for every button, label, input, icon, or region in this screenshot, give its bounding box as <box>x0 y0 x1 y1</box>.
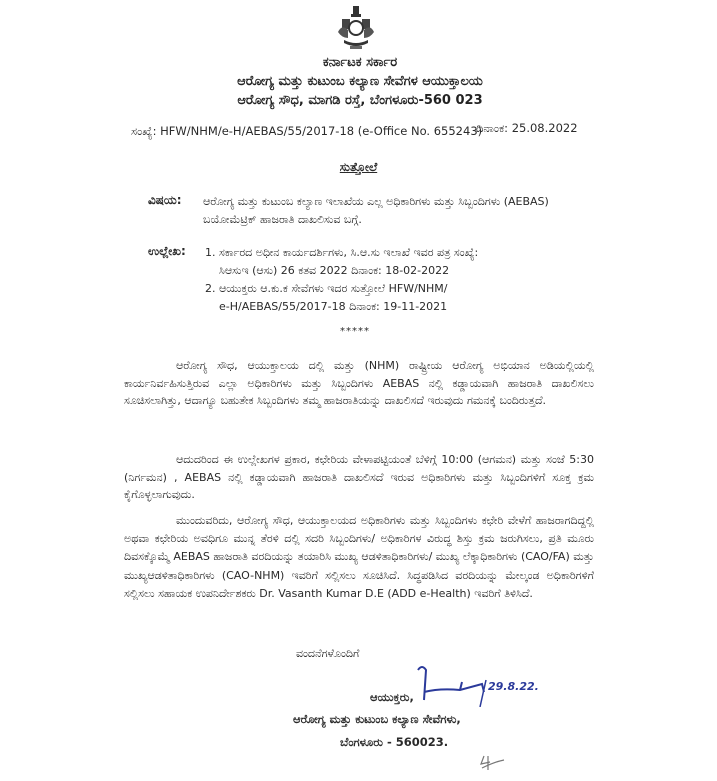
reference-number-value: HFW/NHM/e-H/AEBAS/55/2017-18 (e-Office No. 655243) <box>160 124 483 138</box>
reference-number <box>131 124 482 139</box>
signature-date: 29.8.22. <box>488 680 539 693</box>
document-type-heading: ಸುತ್ತೋಲೆ <box>339 160 378 174</box>
handwritten-initial <box>478 752 506 772</box>
government-heading: ಕರ್ನಾಟಕ ಸರ್ಕಾರ <box>322 55 398 70</box>
reference-item-2-line2: e-H/AEBAS/55/2017-18 ದಿನಾಂಕ: 19-11-2021 <box>219 300 448 313</box>
signatory-title: ಆಯುಕ್ತರು, <box>370 690 414 704</box>
references-list <box>205 244 605 316</box>
separator: ***** <box>340 326 370 337</box>
date-label: ದಿನಾಂಕ: <box>476 121 509 135</box>
reference-item-1-line2: ಸಿಆಸುಇ (ಆಸು) 26 ಕತವ 2022 ದಿನಾಂಕ: 18-02-2022 <box>219 264 450 277</box>
body-paragraph-3: ಮುಂದುವರಿದು, ಆರೋಗ್ಯ ಸೌಧ, ಆಯುಕ್ತಾಲಯದ ಅಧಿಕಾರಿಗಳು ಮತ್ತು ಸಿಬ್ಬಂದಿಗಳು ಕಛೇರಿ ವೇಳೆಗೆ ಹಾಜರಾಗದಿದ್ದಲ್ಲಿ ಅಥವಾ ಕಛೇರಿಯ ಅವಧಿಗೂ ಮುನ್ನ ತೆರಳಿ ದಲ್ಲಿ ಸದರಿ ಸಿಬ್ಬಂದಿಗಳು/ ಅಧಿಕಾರಿಗಳ ವಿರುದ್ಧ ಶಿಸ್ತು ಕ್ರಮ ಜರುಗಿಸಲು, ಪ್ರತಿ ಮೂರು ದಿವಸಕ್ಕೊಮ್ಮೆ AEBAS ಹಾಜರಾತಿ ವರದಿಯನ್ನು ತಯಾರಿಸಿ ಮುಖ್ಯ ಆಡಳಿತಾಧಿಕಾರಿಗಳು/ ಮುಖ್ಯ ಲೆಕ್ಕಾಧಿಕಾರಿಗಳು (CAO/FA) ಮತ್ತು ಮುಖ್ಯಆಡಳಿತಾಧಿಕಾರಿಗಳು (CAO-NHM) ಇವರಿಗೆ ಸಲ್ಲಿಸಲು ಸೂಚಿಸಿದೆ. ಸಿದ್ಧಪಡಿಸಿದ ವರದಿಯನ್ನು ಮೇಲ್ಕಂಡ ಅಧಿಕಾರಿಗಳಿಗೆ ಸಲ್ಲಿಸಲು ಸಹಾಯಕ ಉಪನಿರ್ದೇಶಕರು Dr. Vasanth Kumar D.E (ADD e-Health) ಇವರಿಗೆ ತಿಳಿಸಿದೆ. <box>124 514 594 600</box>
reference-number-label: ಸಂಖ್ಯೆ: <box>131 124 157 138</box>
body-paragraph-2: ಆದುದರಿಂದ ಈ ಉಲ್ಲೇಖಗಳ ಪ್ರಕಾರ, ಕಛೇರಿಯ ವೇಳಾಪಟ್ಟಿಯಂತೆ ಬೆಳಿಗ್ಗೆ 10:00 (ಆಗಮನ) ಮತ್ತು ಸಂಜೆ 5:30 (ನಿರ್ಗಮನ) , AEBAS ನಲ್ಲಿ ಕಡ್ಡಾಯವಾಗಿ ಹಾಜರಾತಿ ದಾಖಲಿಸದೆ ಇರುವ ಅಧಿಕಾರಿಗಳು ಮತ್ತು ಸಿಬ್ಬಂದಿಗಳಿಗೆ ಸೂಕ್ತ ಕ್ರಮ ಕೈಗೊಳ್ಳಲಾಗುವುದು. <box>124 453 594 501</box>
reference-item-1-line1: 1. ಸರ್ಕಾರದ ಅಧೀನ ಕಾರ್ಯದರ್ಶಿಗಳು, ಸಿ.ಆ.ಸು ಇಲಾಖೆ ಇವರ ಪತ್ರ ಸಂಖ್ಯೆ: <box>205 246 479 259</box>
date-value: 25.08.2022 <box>511 121 578 135</box>
office-address: ಆರೋಗ್ಯ ಸೌಧ, ಮಾಗಡಿ ರಸ್ತೆ, ಬೆಂಗಳೂರು-560 023 <box>237 93 483 108</box>
reference-item-2-line1: 2. ಆಯುಕ್ತರು ಆ.ಕು.ಕ ಸೇವೆಗಳು ಇದರ ಸುತ್ತೋಲೆ HFW/NHM/ <box>205 282 448 295</box>
state-emblem-icon <box>332 4 380 52</box>
subject-text: ಆರೋಗ್ಯ ಮತ್ತು ಕುಟುಂಬ ಕಲ್ಯಾಣ ಇಲಾಖೆಯ ಎಲ್ಲ ಅಧಿಕಾರಿಗಳು ಮತ್ತು ಸಿಬ್ಬಂದಿಗಳು (AEBAS) ಬಯೋಮೆಟ್ರಿಕ್ ಹಾಜರಾತಿ ದಾಖಲಿಸುವ ಬಗ್ಗೆ. <box>203 195 549 226</box>
document-date <box>476 121 578 136</box>
office-heading: ಆರೋಗ್ಯ ಮತ್ತು ಕುಟುಂಬ ಕಲ್ಯಾಣ ಸೇವೆಗಳ ಆಯುಕ್ತಾಲಯ <box>237 74 483 89</box>
body-paragraph-1: ಆರೋಗ್ಯ ಸೌಧ, ಆಯುಕ್ತಾಲಯ ದಲ್ಲಿ ಮತ್ತು (NHM) ರಾಷ್ಟ್ರೀಯ ಆರೋಗ್ಯ ಅಭಿಯಾನ ಅಡಿಯಲ್ಲಿಯಲ್ಲಿ ಕಾರ್ಯನಿರ್ವಹಿಸುತ್ತಿರುವ ಎಲ್ಲಾ ಅಧಿಕಾರಿಗಳು ಮತ್ತು ಸಿಬ್ಬಂದಿಗಳು AEBAS ನಲ್ಲಿ ಕಡ್ಡಾಯವಾಗಿ ಹಾಜರಾತಿ ದಾಖಲಿಸಲು ಸೂಚಿಸಲಾಗಿತ್ತು, ಆದಾಗ್ಯೂ ಬಹುತೇಕ ಸಿಬ್ಬಂದಿಗಳು ತಮ್ಮ ಹಾಜರಾತಿಯನ್ನು ದಾಖಲಿಸದೆ ಇರುವುದು ಗಮನಕ್ಕೆ ಬಂದಿರುತ್ತದೆ. <box>124 359 594 407</box>
signatory-city: ಬೆಂಗಳೂರು - 560023. <box>340 735 449 749</box>
signatory-department: ಆರೋಗ್ಯ ಮತ್ತು ಕುಟುಂಬ ಕಲ್ಯಾಣ ಸೇವೆಗಳು, <box>293 712 461 726</box>
closing-salutation: ವಂದನೆಗಳೊಂದಿಗೆ <box>296 647 360 660</box>
subject-label: ವಿಷಯ: <box>148 193 182 207</box>
references-label: ಉಲ್ಲೇಖ: <box>148 244 186 258</box>
